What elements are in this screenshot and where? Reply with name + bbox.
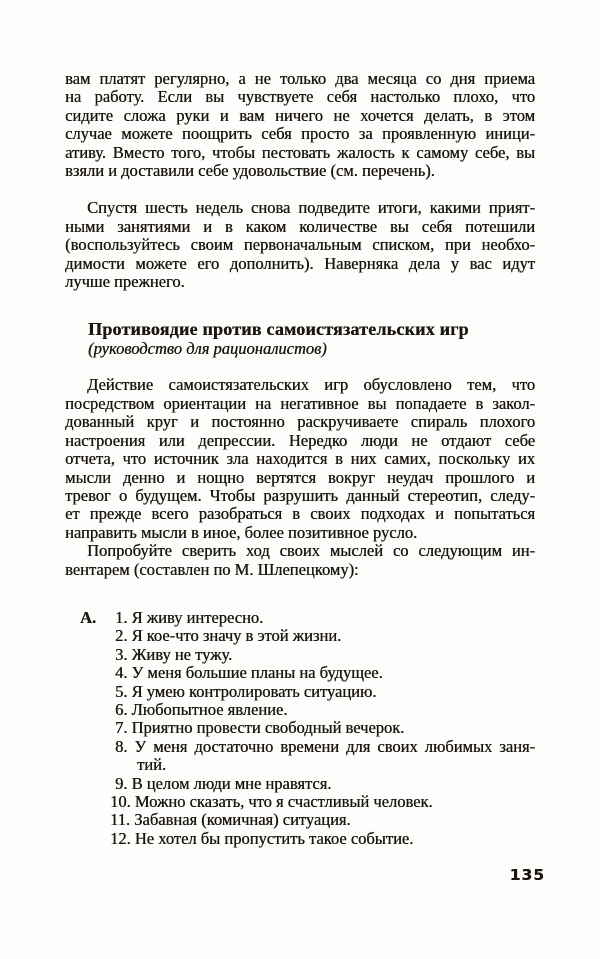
paragraph-body	[65, 376, 535, 542]
paragraph-continuation	[65, 70, 535, 180]
text-line: 3. Живу не тужу.	[115, 644, 233, 664]
text-line: случае можете поощрить себя просто за проявленную иници-	[65, 124, 535, 144]
list-item	[110, 738, 535, 775]
text-line: 2. Я кое-что значу в этой жизни.	[115, 626, 342, 646]
text-line: мысли денно и нощно вертятся вокруг неудач прошлого и	[65, 467, 535, 487]
text-line: 1. Я живу интересно.	[115, 607, 264, 627]
text-line: ативу. Вместо того, чтобы пестовать жалость к самому себе, вы	[65, 142, 535, 162]
text-line: 7. Приятно провести свободный вечерок.	[115, 718, 405, 738]
list-item	[110, 811, 535, 829]
text-line: на работу. Если вы чувствуете себя настолько плохо, что	[65, 87, 535, 107]
text-line: лучше прежнего.	[65, 272, 185, 292]
list-item	[110, 683, 535, 701]
list-item	[110, 719, 535, 737]
text-line: 8. У меня достаточно времени для своих любимых заня-	[115, 736, 535, 756]
list-group-label: А.	[80, 607, 97, 627]
text-line: 5. Я умею контролировать ситуацию.	[115, 681, 377, 701]
text-line: ными занятиями и в каком количестве вы себя потешили	[65, 216, 535, 236]
text-line: 4. У меня большие планы на будущее.	[115, 663, 383, 683]
text-line: 10. Можно сказать, что я счастливый человек.	[110, 792, 433, 811]
list-item	[110, 793, 535, 811]
section-heading	[88, 319, 535, 358]
text-line: димости можете его дополнить). Наверняка дела у вас идут	[65, 253, 535, 273]
section-subtitle: (руководство для рационалистов)	[88, 339, 327, 359]
inventory-list	[80, 607, 535, 848]
text-line: сидите сложа руки и вам ничего не хочется делать, в этом	[65, 105, 535, 125]
text-line: взяли и доставили себе удовольствие (см. перечень).	[65, 161, 435, 181]
text-line: 12. Не хотел бы пропустить такое событие.	[110, 828, 414, 848]
page-content	[65, 70, 535, 848]
text-line: Действие самоистязательских игр обусловлено тем, что	[87, 375, 535, 395]
text-line: 9. В целом люди мне нравятся.	[115, 773, 332, 793]
page-number: 135	[509, 866, 545, 884]
text-line: 11. Забавная (комичная) ситуация.	[110, 810, 351, 830]
list-item	[110, 830, 535, 848]
text-line: Спустя шесть недель снова подведите итоги, какими прият-	[87, 198, 535, 218]
text-line: вам платят регулярно, а не только два месяца со дня приема	[65, 69, 535, 88]
text-line: направить мысли в иное, более позитивное русло.	[65, 522, 418, 542]
text-line: тревог о будущем. Чтобы разрушить данный стереотип, следу-	[65, 485, 535, 505]
list-item	[110, 775, 535, 793]
list-item	[110, 646, 535, 664]
text-line: Попробуйте сверить ход своих мыслей со следующим ин-	[87, 541, 535, 561]
list-item	[110, 664, 535, 682]
text-line: дованный круг и постоянно раскручиваете спираль плохого	[65, 412, 535, 432]
text-line: отчета, что источник зла находится в них самих, поскольку их	[65, 449, 535, 469]
text-line: посредством ориентации на негативное вы попадаете в закол-	[65, 393, 535, 413]
section-title: Противоядие против самоистязательских игр	[88, 319, 469, 340]
text-line: (воспользуйтесь своим первоначальным списком, при необхо-	[65, 235, 535, 255]
text-line: вентарем (составлен по М. Шлепецкому):	[65, 559, 359, 579]
list-item	[110, 609, 535, 627]
text-line: тий.	[137, 755, 166, 775]
text-line: настроения или депрессии. Нередко люди не отдают себе	[65, 430, 535, 450]
text-line: 6. Любопытное явление.	[115, 699, 288, 719]
paragraph-intro-list	[65, 542, 535, 579]
list-item	[110, 627, 535, 645]
list-item	[110, 701, 535, 719]
paragraph-summary	[65, 199, 535, 291]
text-line: ет прежде всего разобраться в своих подходах и попытаться	[65, 504, 535, 524]
